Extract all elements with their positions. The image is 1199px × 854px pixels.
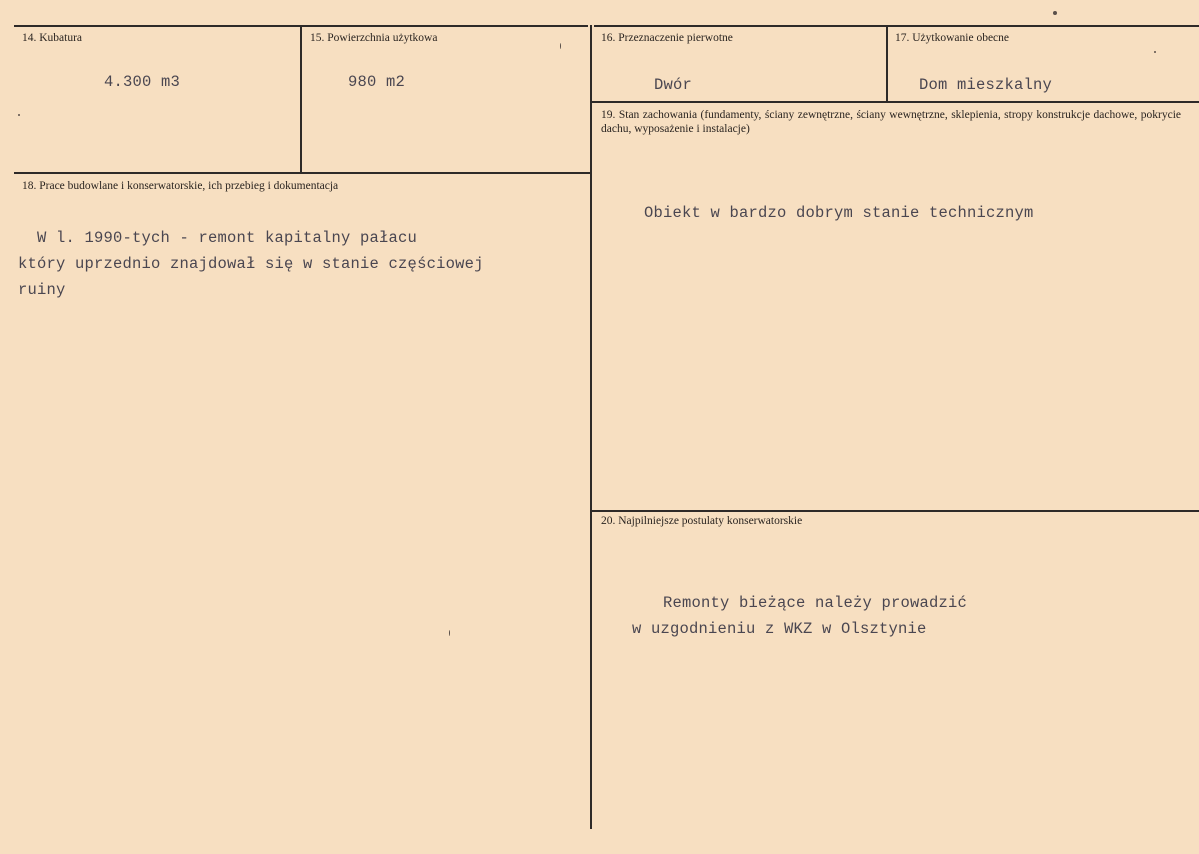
paper-speck xyxy=(1154,51,1156,53)
field-17-value: Dom mieszkalny xyxy=(919,76,1053,94)
divider-14-15 xyxy=(300,25,302,173)
field-16-value: Dwór xyxy=(654,76,693,94)
paper-speck xyxy=(560,43,561,49)
field-19-label: 19. Stan zachowania (fundamenty, ściany zewnętrzne, ściany wewnętrzne, sklepienia, stropy konstrukcje dachowe, pokrycie dachu, wyposażenie i instalacje) xyxy=(601,109,1181,135)
field-20-line-2: w uzgodnieniu z WKZ w Olsztynie xyxy=(632,620,927,638)
rule-above-19 xyxy=(592,101,1199,103)
field-18-label: 18. Prace budowlane i konserwatorskie, ich przebieg i dokumentacja xyxy=(22,180,339,192)
field-15-value: 980 m2 xyxy=(348,73,406,91)
field-15-label: 15. Powierzchnia użytkowa xyxy=(310,32,438,44)
field-17-label: 17. Użytkowanie obecne xyxy=(895,32,1010,44)
field-18-line-1: W l. 1990-tych - remont kapitalny pałacu xyxy=(18,229,418,247)
rule-above-20 xyxy=(592,510,1199,512)
field-18-line-2: który uprzednio znajdował się w stanie częściowej xyxy=(18,255,484,273)
field-16-label: 16. Przeznaczenie pierwotne xyxy=(601,32,733,44)
top-rule-right xyxy=(594,25,1199,27)
paper-speck xyxy=(449,630,450,636)
paper-speck xyxy=(1053,11,1057,15)
field-20-line-1: Remonty bieżące należy prowadzić xyxy=(663,594,968,612)
field-14-label: 14. Kubatura xyxy=(22,32,83,44)
field-20-label: 20. Najpilniejsze postulaty konserwatorskie xyxy=(601,515,803,527)
field-14-value: 4.300 m3 xyxy=(104,73,181,91)
field-19-value: Obiekt w bardzo dobrym stanie technicznym xyxy=(644,204,1034,222)
divider-16-17 xyxy=(886,25,888,101)
divider-main xyxy=(590,25,592,829)
paper-speck xyxy=(18,114,20,116)
rule-above-18 xyxy=(14,172,590,174)
field-18-line-3: ruiny xyxy=(18,281,66,299)
